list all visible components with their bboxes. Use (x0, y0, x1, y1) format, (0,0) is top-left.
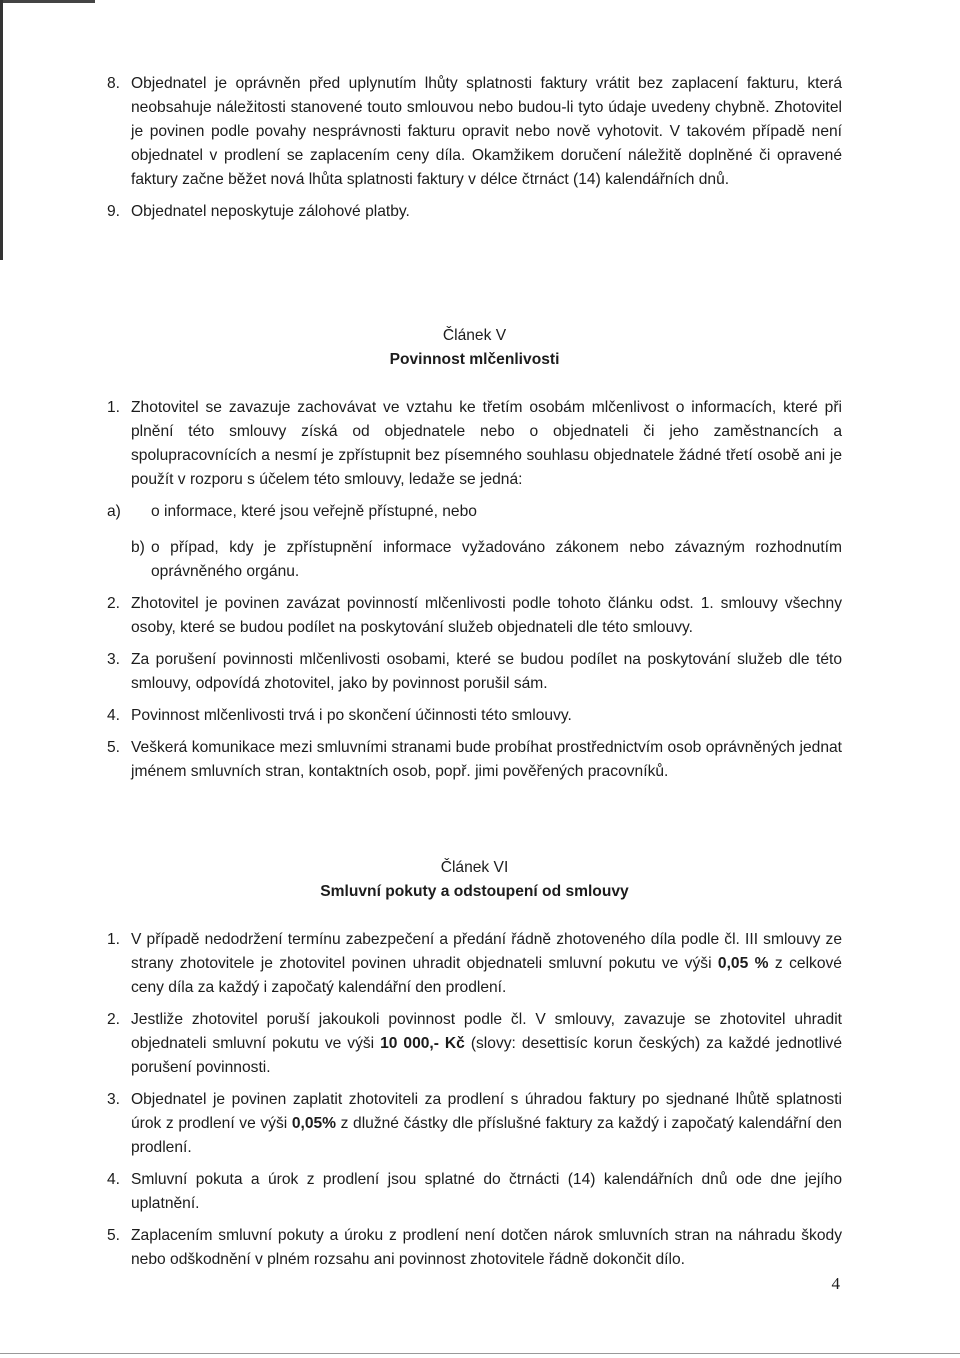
paragraph-text-end: z dlužné částky dle příslušné faktury za každý i započatý kalendářní den prodlení. (131, 1115, 842, 1156)
article-v-paragraph-1 (107, 396, 842, 492)
article-vi-paragraph-5 (107, 1224, 842, 1272)
paragraph-text: Zaplacením smluvní pokuty a úroku z prodlení není dotčen nárok smluvních stran na náhradu škody nebo odškodnění v plném rozsahu ani povinnost zhotovitele řádně dokončit dílo. (131, 1227, 842, 1268)
paragraph-number: 4. (107, 707, 121, 724)
page-number: 4 (831, 1274, 840, 1293)
paragraph-text: Povinnost mlčenlivosti trvá i po skončení účinnosti této smlouvy. (131, 707, 572, 724)
paragraph-text: Smluvní pokuta a úrok z prodlení jsou splatné do čtrnácti (14) kalendářních dnů ode dne jejího uplatnění. (131, 1171, 842, 1212)
article-v-paragraph-3 (107, 648, 842, 696)
paragraph-number: 9. (107, 203, 121, 220)
article-label: Článek VI (440, 859, 509, 876)
article-v-subitem-b (107, 536, 842, 584)
article-v-subitem-a (107, 500, 842, 524)
article-label: Článek V (442, 327, 507, 344)
paragraph-text-start: Jestliže zhotovitel poruší jakoukoli povinnost podle čl. V smlouvy, zavazuje se zhotovitel uhradit objednateli smluvní pokutu ve výši (131, 1011, 842, 1052)
paragraph-number: 3. (107, 1091, 121, 1108)
article-vi-paragraph-4 (107, 1168, 842, 1216)
paragraph-text: Objednatel je oprávněn před uplynutím lhůty splatnosti faktury vrátit bez zaplacení fakturu, která neobsahuje náležitosti stanovené touto smlouvou nebo budou-li tyto údaje uvedeny chybně. Zhotovitel je povinen podle povahy nesprávnosti fakturu opravit nebo nově vyhotovit. V takovém případě není objednatel v prodlení se zaplacením ceny díla. Okamžikem doručení náležitě doplněné či opravené faktury začne běžet nová lhůta splatnosti faktury v délce čtrnáct (14) kalendářních dnů. (131, 75, 842, 188)
paragraph-number: 5. (107, 739, 121, 756)
paragraph-8 (107, 72, 842, 192)
subitem-text: o informace, které jsou veřejně přístupné, nebo (151, 503, 477, 520)
paragraph-text-end: z celkové ceny díla za každý i započatý kalendářní den prodlení. (131, 955, 842, 996)
scan-edge (0, 1353, 960, 1354)
article-vi-paragraph-2 (107, 1008, 842, 1080)
article-v-paragraph-2 (107, 592, 842, 640)
document-body (107, 72, 842, 1272)
scan-edge (0, 0, 3, 260)
paragraph-text-start: Objednatel je povinen zaplatit zhotoviteli za prodlení s úhradou faktury po sjednané lhůtě splatnosti úrok z prodlení ve výši (131, 1091, 842, 1132)
article-v-paragraph-4 (107, 704, 842, 728)
paragraph-number: 3. (107, 651, 121, 668)
paragraph-text: Veškerá komunikace mezi smluvními stranami bude probíhat prostřednictvím osob oprávněných jednat jménem smluvních stran, kontaktních osob, popř. jimi pověřených pracovníků. (131, 739, 842, 780)
article-v-paragraph-5 (107, 736, 842, 784)
subitem-text: o případ, kdy je zpřístupnění informace vyžadováno zákonem nebo závazným rozhodnutím oprávněného orgánu. (151, 539, 842, 580)
article-v-heading (107, 324, 842, 372)
paragraph-number: 1. (107, 931, 121, 948)
paragraph-number: 1. (107, 399, 121, 416)
paragraph-number: 5. (107, 1227, 121, 1244)
article-title: Smluvní pokuty a odstoupení od smlouvy (320, 883, 629, 900)
paragraph-number: 2. (107, 1011, 121, 1028)
article-vi-paragraph-1 (107, 928, 842, 1000)
paragraph-text: Za porušení povinnosti mlčenlivosti osobami, které se budou podílet na poskytování služeb dle této smlouvy, odpovídá zhotovitel, jako by povinnost porušil sám. (131, 651, 842, 692)
paragraph-9 (107, 200, 842, 224)
subitem-letter: b) (131, 539, 145, 556)
article-vi-heading (107, 856, 842, 904)
paragraph-number: 2. (107, 595, 121, 612)
paragraph-text: Zhotovitel se zavazuje zachovávat ve vztahu ke třetím osobám mlčenlivost o informacích, které při plnění této smlouvy získá od objednatele nebo o objednateli či jeho zaměstnancích a spolupracovnících a nesmí je zpřístupnit bez písemného souhlasu objednatele žádné třetí osobě ani je použít v rozporu s účelem této smlouvy, ledaže se jedná: (131, 399, 842, 488)
subitem-letter: a) (107, 503, 121, 520)
paragraph-number: 8. (107, 75, 121, 92)
article-vi-paragraph-3 (107, 1088, 842, 1160)
paragraph-text-start: V případě nedodržení termínu zabezpečení a předání řádně zhotoveného díla podle čl. III smlouvy ze strany zhotovitele je zhotovitel povinen uhradit objednateli smluvní pokutu ve výši (131, 931, 842, 972)
paragraph-text-end: (slovy: desettisíc korun českých) za každé jednotlivé porušení povinnosti. (131, 1035, 842, 1076)
paragraph-text: Objednatel neposkytuje zálohové platby. (131, 203, 410, 220)
penalty-rate: 0,05 % (717, 955, 769, 972)
paragraph-number: 4. (107, 1171, 121, 1188)
interest-rate: 0,05% (291, 1115, 337, 1132)
article-title: Povinnost mlčenlivosti (389, 351, 560, 368)
penalty-amount: 10 000,- Kč (380, 1035, 465, 1052)
paragraph-text: Zhotovitel je povinen zavázat povinností mlčenlivosti podle tohoto článku odst. 1. smlouvy všechny osoby, které se budou podílet na poskytování služeb objednateli dle této smlouvy. (131, 595, 842, 636)
scan-edge (0, 0, 95, 3)
